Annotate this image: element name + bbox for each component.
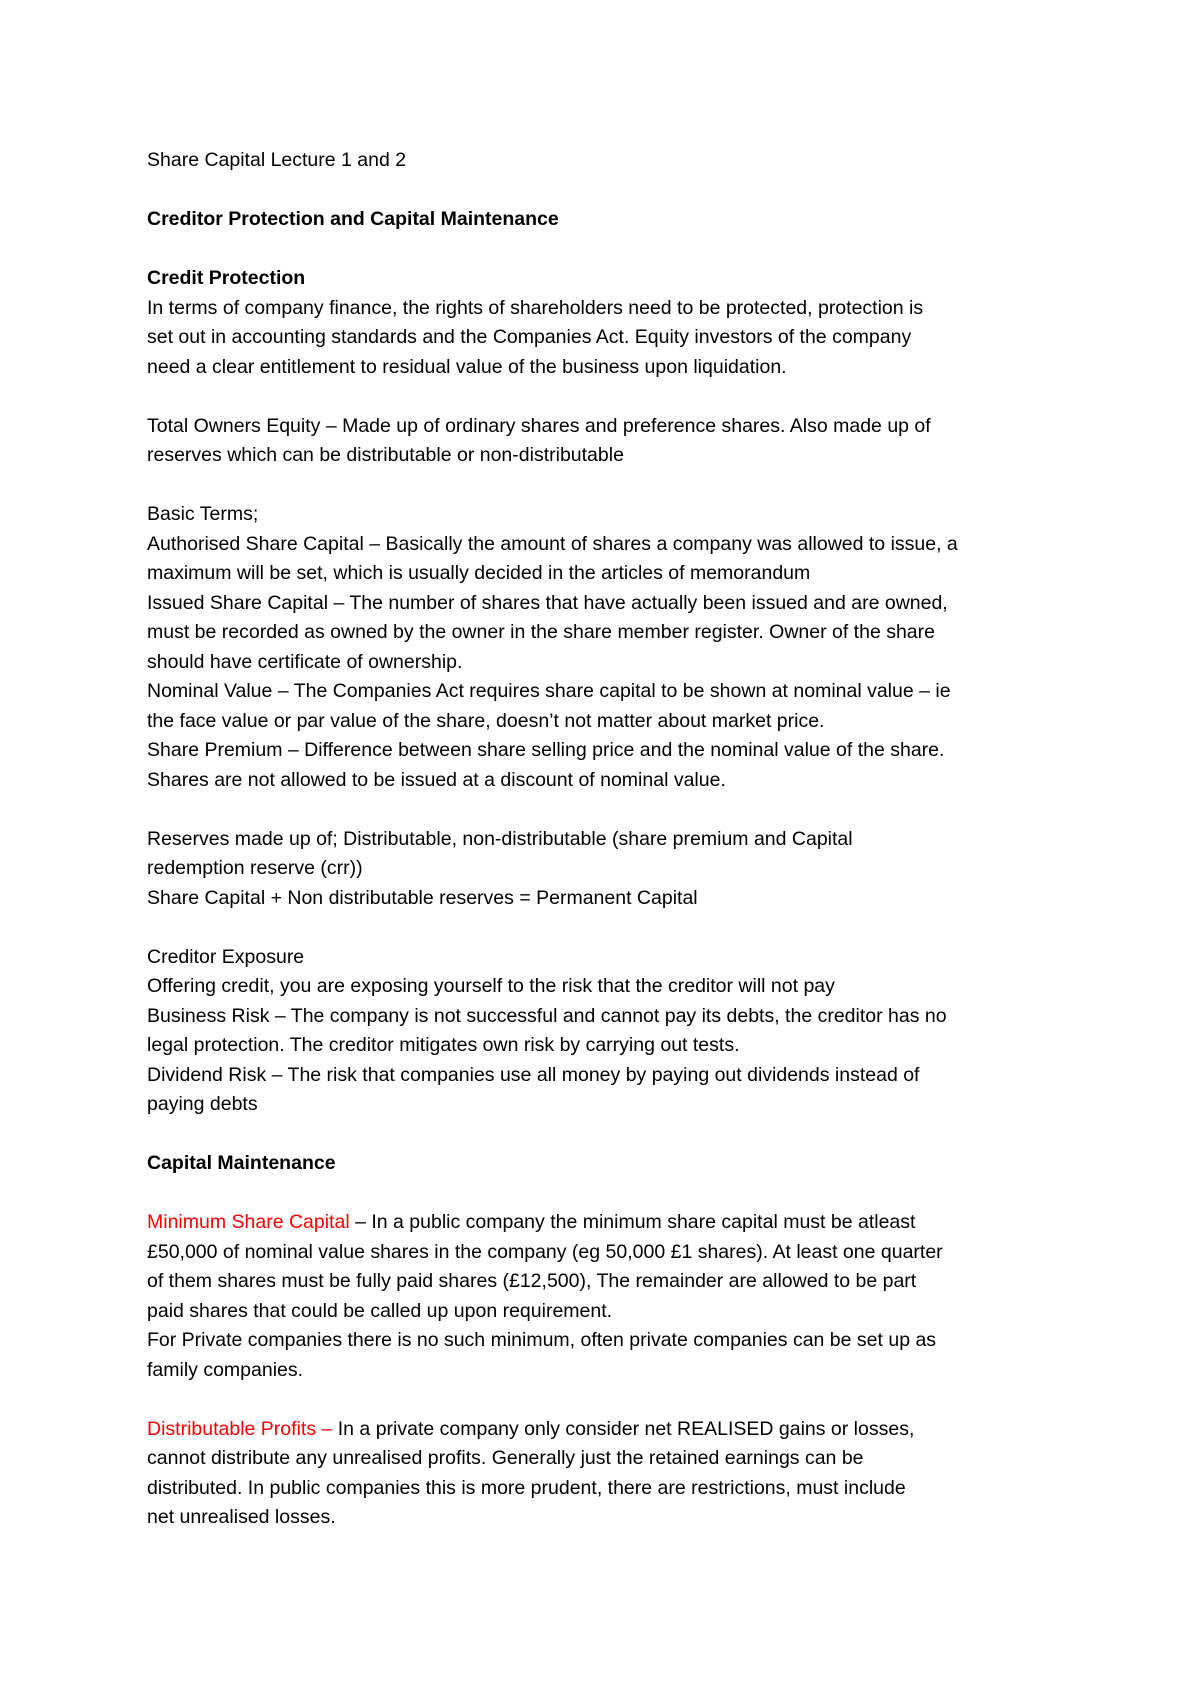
text-line: set out in accounting standards and the Companies Act. Equity investors of the company <box>147 326 912 348</box>
text-line: paid shares that could be called up upon requirement. <box>147 1299 613 1322</box>
text-line: maximum will be set, which is usually decided in the articles of memorandum <box>147 562 811 584</box>
text-line: Issued Share Capital – The number of shares that have actually been issued and are owned, <box>147 591 948 614</box>
document-title: Share Capital Lecture 1 and 2 <box>147 149 407 171</box>
text-line: must be recorded as owned by the owner in the share member register. Owner of the share <box>147 621 935 643</box>
text-line: distributed. In public companies this is more prudent, there are restrictions, must include <box>147 1476 906 1499</box>
spacer <box>147 176 1067 206</box>
text-line: of them shares must be fully paid shares (£12,500), The remainder are allowed to be part <box>147 1270 917 1292</box>
text-line: For Private companies there is no such minimum, often private companies can be set up as <box>147 1329 937 1351</box>
section-heading-capital-maintenance: Capital Maintenance <box>147 1152 336 1174</box>
document-page <box>147 146 1067 1533</box>
spacer <box>147 1385 1067 1415</box>
spacer <box>147 382 1067 412</box>
subheading-creditor-exposure: Creditor Exposure <box>147 945 305 968</box>
text-run: – In a public company the minimum share capital must be atleast <box>349 1211 916 1233</box>
subheading-credit-protection: Credit Protection <box>147 267 306 289</box>
text-line: Share Premium – Difference between share selling price and the nominal value of the share. <box>147 739 945 761</box>
text-line: £50,000 of nominal value shares in the company (eg 50,000 £1 shares). At least one quarter <box>147 1240 943 1263</box>
text-line: cannot distribute any unrealised profits. Generally just the retained earnings can be <box>147 1447 864 1469</box>
spacer <box>147 235 1067 265</box>
text-line: family companies. <box>147 1358 304 1381</box>
spacer <box>147 795 1067 825</box>
section-heading-creditor-protection-capital-maintenance: Creditor Protection and Capital Maintenance <box>147 208 559 230</box>
spacer <box>147 1120 1067 1150</box>
text-line: Offering credit, you are exposing yourself to the risk that the creditor will not pay <box>147 975 835 997</box>
distributable-profits-first-line <box>147 1415 1067 1445</box>
text-line: Authorised Share Capital – Basically the amount of shares a company was allowed to issue, a <box>147 532 958 555</box>
text-line: should have certificate of ownership. <box>147 650 463 673</box>
text-line: Total Owners Equity – Made up of ordinary shares and preference shares. Also made up of <box>147 414 931 437</box>
highlight-label-minimum-share-capital: Minimum Share Capital <box>147 1211 350 1233</box>
text-line: In terms of company finance, the rights of shareholders need to be protected, protection is <box>147 296 924 319</box>
text-run: In a private company only consider net REALISED gains or losses, <box>332 1417 915 1440</box>
text-line: paying debts <box>147 1093 258 1115</box>
spacer <box>147 1179 1067 1209</box>
text-line: Nominal Value – The Companies Act requires share capital to be shown at nominal value – ie <box>147 680 951 702</box>
text-line: Business Risk – The company is not successful and cannot pay its debts, the creditor has no <box>147 1004 947 1027</box>
text-line: need a clear entitlement to residual value of the business upon liquidation. <box>147 355 787 378</box>
spacer <box>147 471 1067 501</box>
subheading-basic-terms: Basic Terms; <box>147 503 259 525</box>
highlight-label-distributable-profits: Distributable Profits – <box>147 1417 333 1440</box>
text-line: legal protection. The creditor mitigates own risk by carrying out tests. <box>147 1034 740 1056</box>
text-line: Share Capital + Non distributable reserves = Permanent Capital <box>147 886 698 909</box>
minimum-share-capital-first-line <box>147 1208 1067 1238</box>
text-line: Shares are not allowed to be issued at a discount of nominal value. <box>147 768 726 791</box>
text-line: redemption reserve (crr)) <box>147 857 363 879</box>
text-line: the face value or par value of the share, doesn’t not matter about market price. <box>147 709 825 732</box>
text-line: net unrealised losses. <box>147 1506 336 1528</box>
spacer <box>147 913 1067 943</box>
text-line: Reserves made up of; Distributable, non-distributable (share premium and Capital <box>147 827 853 850</box>
text-line: reserves which can be distributable or non-distributable <box>147 444 624 466</box>
text-line: Dividend Risk – The risk that companies use all money by paying out dividends instead of <box>147 1063 920 1086</box>
